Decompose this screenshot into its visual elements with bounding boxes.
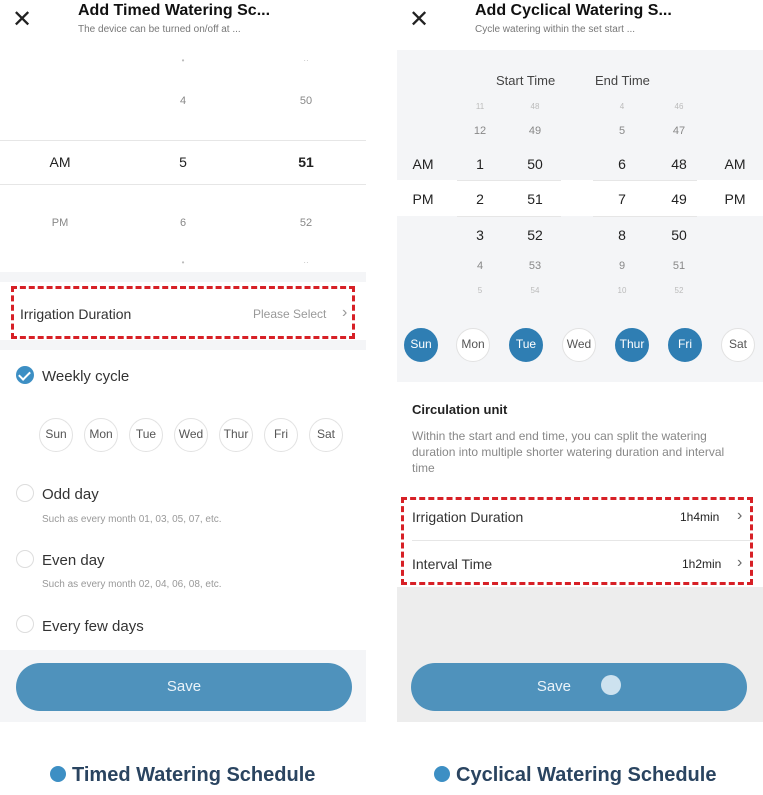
start-minute: 49 bbox=[528, 125, 542, 137]
option-label: Weekly cycle bbox=[42, 368, 130, 385]
circulation-title: Circulation unit bbox=[412, 402, 508, 417]
ampm-right: AM bbox=[724, 156, 746, 172]
chevron-right-icon: › bbox=[737, 507, 743, 524]
option-description: Such as every month 02, 04, 06, 08, etc. bbox=[42, 579, 222, 590]
caption-cyclical bbox=[434, 764, 716, 787]
start-minute: 48 bbox=[530, 102, 540, 111]
circulation-description: Within the start and end time, you can split the watering duration into multiple shorter watering duration and interval time bbox=[412, 429, 725, 475]
checkbox-checked-icon[interactable] bbox=[16, 366, 34, 384]
ampm-right-selected: PM bbox=[724, 191, 746, 207]
end-hour: 4 bbox=[619, 102, 625, 111]
end-minute-selected: 49 bbox=[671, 191, 687, 207]
header bbox=[0, 0, 366, 50]
ampm-selected: AM bbox=[49, 154, 71, 170]
save-button[interactable]: Save bbox=[16, 663, 352, 711]
day-mon[interactable]: Mon bbox=[84, 418, 118, 452]
end-minute: 50 bbox=[671, 227, 687, 243]
start-hour: 4 bbox=[476, 260, 484, 272]
page-subtitle: The device can be turned on/off at ... bbox=[78, 24, 241, 35]
caption-text: Timed Watering Schedule bbox=[72, 764, 316, 786]
day-wed[interactable]: Wed bbox=[562, 328, 596, 362]
circulation-section bbox=[397, 382, 763, 492]
minute-above: 50 bbox=[299, 95, 313, 107]
interval-time-label: Interval Time bbox=[412, 556, 493, 572]
start-hour: 11 bbox=[475, 102, 485, 111]
bullet-icon bbox=[50, 766, 66, 782]
start-hour: 1 bbox=[476, 156, 484, 172]
checkbox-unchecked-icon[interactable] bbox=[16, 615, 34, 633]
highlight-box bbox=[401, 497, 753, 585]
chevron-right-icon: › bbox=[737, 554, 743, 571]
minute-faint: ·· bbox=[303, 56, 309, 65]
start-hour: 5 bbox=[477, 286, 483, 295]
start-hour-selected: 2 bbox=[476, 191, 484, 207]
caption-timed bbox=[50, 764, 315, 787]
minute-selected: 51 bbox=[298, 154, 314, 170]
irrigation-duration-value: 1h4min bbox=[680, 510, 720, 524]
close-icon[interactable]: ✕ bbox=[408, 6, 430, 33]
checkbox-unchecked-icon[interactable] bbox=[16, 550, 34, 568]
option-label: Every few days bbox=[42, 618, 144, 635]
ampm-left: AM bbox=[412, 156, 434, 172]
day-selector bbox=[397, 312, 763, 382]
day-sat[interactable]: Sat bbox=[309, 418, 343, 452]
end-hour: 8 bbox=[618, 227, 626, 243]
end-minute: 51 bbox=[672, 260, 686, 272]
irrigation-duration-label: Irrigation Duration bbox=[412, 509, 524, 525]
ampm-below: PM bbox=[51, 217, 69, 229]
option-label: Even day bbox=[42, 552, 105, 569]
page-title: Add Timed Watering Sc... bbox=[78, 2, 271, 19]
interval-time-value: 1h2min bbox=[682, 557, 722, 571]
start-time-label: Start Time bbox=[496, 73, 556, 88]
end-hour: 5 bbox=[618, 125, 626, 137]
close-icon[interactable]: ✕ bbox=[11, 6, 33, 33]
day-sat[interactable]: Sat bbox=[721, 328, 755, 362]
end-minute: 48 bbox=[671, 156, 687, 172]
irrigation-duration-label: Irrigation Duration bbox=[20, 306, 132, 322]
time-range-picker[interactable] bbox=[397, 50, 763, 312]
timed-watering-screen bbox=[0, 0, 366, 722]
end-minute: 52 bbox=[674, 286, 684, 295]
start-hour: 12 bbox=[473, 125, 487, 137]
day-mon[interactable]: Mon bbox=[456, 328, 490, 362]
end-hour: 6 bbox=[618, 156, 626, 172]
end-hour-selected: 7 bbox=[618, 191, 626, 207]
bullet-icon bbox=[434, 766, 450, 782]
start-hour: 3 bbox=[476, 227, 484, 243]
section-gap bbox=[0, 340, 366, 350]
start-minute: 50 bbox=[527, 156, 543, 172]
start-minute: 52 bbox=[527, 227, 543, 243]
day-tue[interactable]: Tue bbox=[129, 418, 163, 452]
highlight-box bbox=[11, 286, 355, 339]
end-hour: 9 bbox=[618, 260, 626, 272]
day-thur[interactable]: Thur bbox=[615, 328, 649, 362]
day-wed[interactable]: Wed bbox=[174, 418, 208, 452]
option-description: Such as every month 01, 03, 05, 07, etc. bbox=[42, 514, 222, 525]
start-minute-selected: 51 bbox=[527, 191, 543, 207]
save-button[interactable] bbox=[411, 663, 747, 711]
hour-faint: • bbox=[181, 258, 185, 267]
hour-faint: • bbox=[181, 56, 185, 65]
day-fri[interactable]: Fri bbox=[264, 418, 298, 452]
time-picker[interactable] bbox=[0, 50, 366, 272]
cyclical-watering-screen bbox=[397, 0, 763, 722]
day-thur[interactable]: Thur bbox=[219, 418, 253, 452]
page-title: Add Cyclical Watering S... bbox=[475, 2, 672, 19]
touch-indicator-icon bbox=[601, 675, 621, 695]
end-hour: 10 bbox=[617, 286, 627, 295]
day-sun[interactable]: Sun bbox=[404, 328, 438, 362]
minute-below: 52 bbox=[299, 217, 313, 229]
day-fri[interactable]: Fri bbox=[668, 328, 702, 362]
start-minute: 54 bbox=[530, 286, 540, 295]
end-minute: 46 bbox=[674, 102, 684, 111]
option-label: Odd day bbox=[42, 486, 99, 503]
end-time-label: End Time bbox=[595, 73, 650, 88]
end-minute: 47 bbox=[672, 125, 686, 137]
chevron-right-icon: › bbox=[342, 304, 348, 321]
day-tue[interactable]: Tue bbox=[509, 328, 543, 362]
section-gap bbox=[0, 272, 366, 282]
header bbox=[397, 0, 763, 50]
hour-selected: 5 bbox=[179, 154, 187, 170]
start-minute: 53 bbox=[528, 260, 542, 272]
hour-below: 6 bbox=[179, 217, 187, 229]
hour-above: 4 bbox=[179, 95, 187, 107]
minute-faint: ·· bbox=[303, 258, 309, 267]
page-subtitle: Cycle watering within the set start ... bbox=[475, 24, 636, 35]
day-sun[interactable]: Sun bbox=[39, 418, 73, 452]
ampm-left-selected: PM bbox=[412, 191, 434, 207]
divider bbox=[0, 140, 366, 141]
save-label: Save bbox=[536, 678, 572, 695]
irrigation-duration-value: Please Select bbox=[253, 307, 327, 321]
checkbox-unchecked-icon[interactable] bbox=[16, 484, 34, 502]
divider bbox=[0, 184, 366, 185]
caption-text: Cyclical Watering Schedule bbox=[456, 764, 717, 786]
